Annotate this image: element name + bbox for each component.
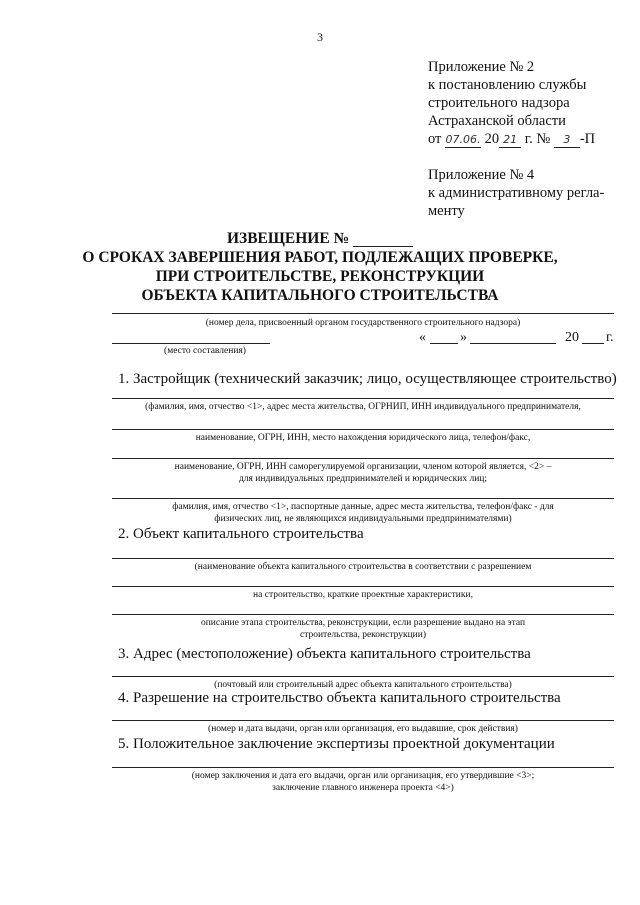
date-year-word: г. bbox=[606, 330, 614, 345]
date-day-line bbox=[430, 343, 458, 344]
appendix-2-line-2: к постановлению службы bbox=[428, 77, 587, 93]
section-1-line-2 bbox=[112, 429, 614, 430]
section-2-line-2 bbox=[112, 586, 614, 587]
section-2-caption-3a: описание этапа строительства, реконструкции, если разрешение выдано на этап bbox=[200, 618, 526, 628]
section-1-caption-4a: фамилия, имя, отчество <1>, паспортные данные, адрес места жительства, телефон/факс - для bbox=[172, 502, 554, 512]
year-word: г. bbox=[524, 131, 533, 147]
section-3-caption-1: (почтовый или строительный адрес объекта капитального строительства) bbox=[214, 680, 512, 690]
notice-number-blank bbox=[353, 231, 413, 247]
section-2-caption-3b: строительства, реконструкции) bbox=[299, 630, 427, 640]
appendix-2-line-4: Астраханской области bbox=[428, 113, 566, 129]
section-1-line-4 bbox=[112, 498, 614, 499]
section-5-caption-1b: заключение главного инженера проекта <4>) bbox=[272, 783, 454, 793]
number-suffix: -П bbox=[579, 131, 596, 147]
appendix-4-line-3: менту bbox=[428, 203, 465, 219]
case-number-line bbox=[112, 313, 614, 314]
handwritten-number: 3 bbox=[554, 133, 580, 148]
section-1-title: 1. Застройщик (технический заказчик; лицо, осуществляющее строительство) bbox=[118, 371, 617, 387]
notice-subtitle-3: ОБЪЕКТА КАПИТАЛЬНОГО СТРОИТЕЛЬСТВА bbox=[141, 287, 499, 304]
section-1-caption-3b: для индивидуальных предпринимателей и юридических лиц; bbox=[238, 474, 488, 484]
section-2-line-1 bbox=[112, 558, 614, 559]
date-open-quote: « bbox=[419, 330, 426, 345]
section-2-title: 2. Объект капитального строительства bbox=[118, 526, 364, 542]
date-year-prefix: 20 bbox=[565, 330, 579, 345]
number-sign: № bbox=[536, 131, 551, 147]
handwritten-year: 21 bbox=[499, 133, 521, 148]
appendix-2-line-3: строительного надзора bbox=[428, 95, 570, 111]
date-month-line bbox=[470, 343, 556, 344]
section-1-line-3 bbox=[112, 458, 614, 459]
section-3-title: 3. Адрес (местоположение) объекта капитального строительства bbox=[118, 646, 531, 662]
case-number-caption: (номер дела, присвоенный органом государственного строительного надзора) bbox=[205, 318, 521, 328]
section-1-caption-3a: наименование, ОГРН, ИНН саморегулируемой организации, членом которой является, <2> – bbox=[174, 462, 552, 472]
section-4-line-1 bbox=[112, 720, 614, 721]
notice-subtitle-1: О СРОКАХ ЗАВЕРШЕНИЯ РАБОТ, ПОДЛЕЖАЩИХ ПРОВЕРКЕ, bbox=[82, 249, 558, 266]
section-1-caption-2: наименование, ОГРН, ИНН, место нахождения юридического лица, телефон/факс, bbox=[195, 433, 531, 443]
notice-subtitle-2: ПРИ СТРОИТЕЛЬСТВЕ, РЕКОНСТРУКЦИИ bbox=[155, 268, 485, 285]
date-year-line bbox=[582, 343, 604, 344]
section-5-title: 5. Положительное заключение экспертизы проектной документации bbox=[118, 736, 555, 752]
year-prefix: 20 bbox=[484, 131, 500, 147]
section-2-caption-2: на строительство, краткие проектные характеристики, bbox=[253, 590, 473, 600]
section-2-line-3 bbox=[112, 614, 614, 615]
handwritten-day: 07.06. bbox=[445, 133, 481, 146]
section-4-title: 4. Разрешение на строительство объекта капитального строительства bbox=[118, 690, 561, 706]
section-1-line-1 bbox=[112, 398, 614, 399]
place-caption: (место составления) bbox=[164, 346, 246, 356]
notice-title bbox=[0, 229, 640, 248]
section-4-caption-1: (номер и дата выдачи, орган или организация, его выдавшие, срок действия) bbox=[208, 724, 518, 734]
appendix-2-line-1: Приложение № 2 bbox=[428, 59, 535, 75]
page-number: 3 bbox=[317, 30, 323, 44]
section-3-line-1 bbox=[112, 676, 614, 677]
place-line bbox=[112, 343, 270, 344]
section-2-caption-1: (наименование объекта капитального строительства в соответствии с разрешением bbox=[194, 562, 532, 572]
section-5-caption-1a: (номер заключения и дата его выдачи, орган или организация, его утвердившие <3>; bbox=[191, 771, 535, 781]
section-1-caption-4b: физических лиц, не являющихся индивидуальными предпринимателями) bbox=[214, 514, 512, 524]
section-5-line-1 bbox=[112, 767, 614, 768]
appendix-4-line-2: к административному регла- bbox=[428, 185, 605, 201]
notice-title-text: ИЗВЕЩЕНИЕ № bbox=[226, 230, 350, 247]
appendix-4-line-1: Приложение № 4 bbox=[428, 167, 535, 183]
appendix-2-date-line bbox=[428, 130, 595, 148]
section-1-caption-1: (фамилия, имя, отчество <1>, адрес места жительства, ОГРНИП, ИНН индивидуального предпринимателя, bbox=[145, 402, 581, 412]
date-close-quote: » bbox=[460, 330, 467, 345]
from-label: от bbox=[428, 131, 442, 147]
